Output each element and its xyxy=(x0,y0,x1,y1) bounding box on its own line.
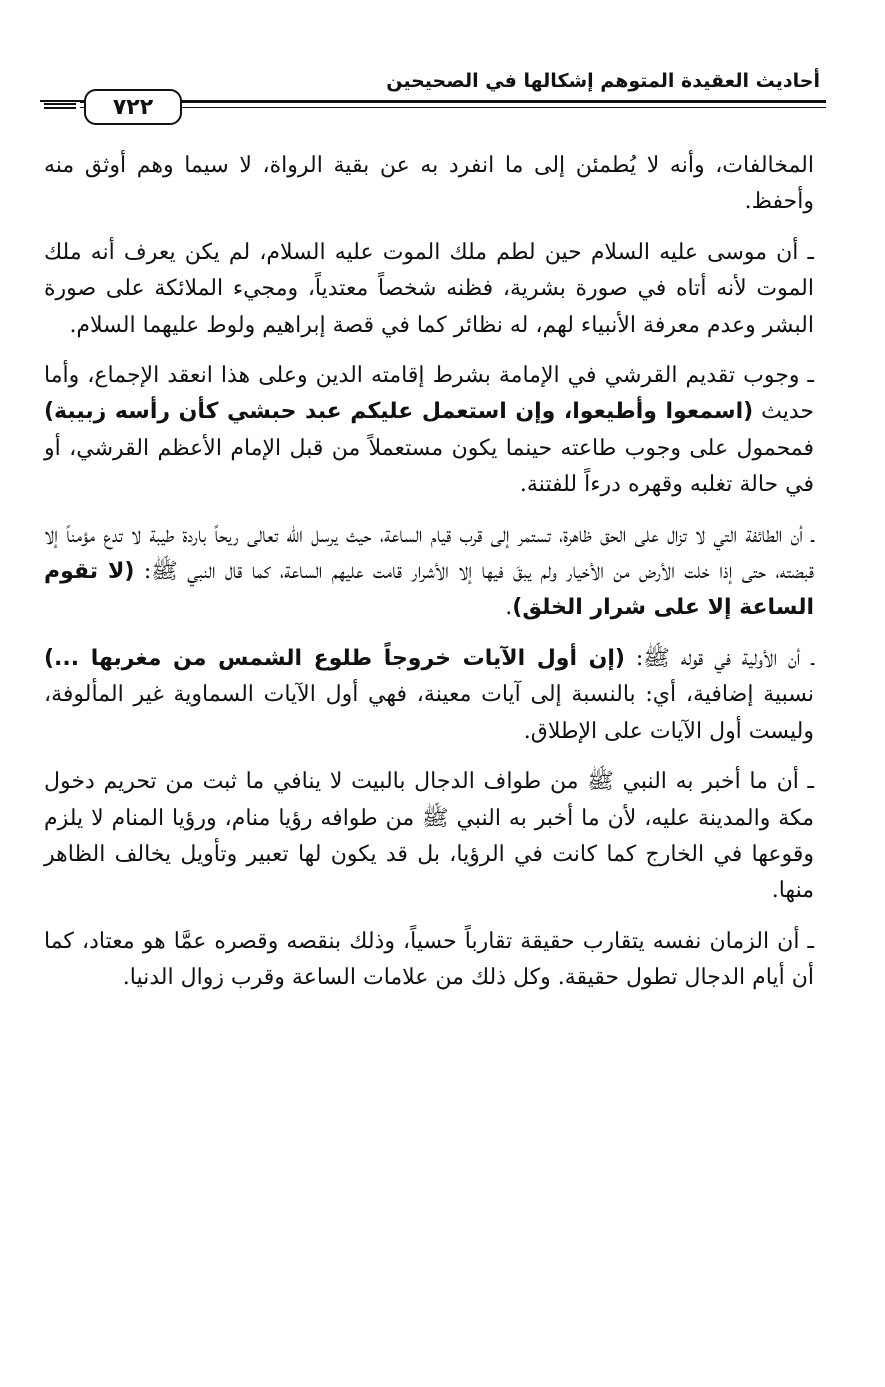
paragraph-7 xyxy=(44,924,814,997)
hadith-quote: (إن أول الآيات خروجاً طلوع الشمس من مغربها ...) xyxy=(44,645,625,671)
hadith-quote: (اسمعوا وأطيعوا، وإن استعمل عليكم عبد حبشي كأن رأسه زبيبة) xyxy=(44,399,754,425)
paragraph-2 xyxy=(44,235,814,344)
paragraph-3 xyxy=(44,358,814,504)
paragraph-6 xyxy=(44,764,814,910)
book-title: أحاديث العقيدة المتوهم إشكالها في الصحيحين xyxy=(386,70,820,92)
page-number: ٧٢٢ xyxy=(84,89,182,125)
paragraph-text: ـ أن الأولية في قوله ﷺ: xyxy=(624,645,815,671)
page-body xyxy=(44,148,814,997)
paragraph-4 xyxy=(44,518,814,627)
paragraph-text: . xyxy=(505,595,513,621)
paragraph-text: نسبية إضافية، أي: بالنسبة إلى آيات معينة، فهي أول الآيات السماوية غير المألوفة، وليست أول الآيات على الإطلاق. xyxy=(44,682,814,744)
paragraph-text: ـ أن الزمان نفسه يتقارب حقيقة تقارباً حسياً، وذلك بنقصه وقصره عمَّا هو معتاد، كما أن أيام الدجال تطول حقيقة. وكل ذلك من علامات الساعة وقرب زوال الدنيا. xyxy=(44,928,814,991)
running-header xyxy=(40,64,826,134)
paragraph-text: ـ أن ما أخبر به النبي ﷺ من طواف الدجال بالبيت لا ينافي ما ثبت من تحريم دخول مكة والمدينة عليه، لأن ما أخبر به النبي ﷺ من طوافه رؤيا منام، ورؤيا المنام لا يلزم وقوعها في الخارج كما كانت في الرؤيا، بل قد يكون لها تعبير وتأويل يخالف الظاهر منها. xyxy=(44,769,814,904)
page-number-dash xyxy=(40,102,80,110)
paragraph-text: ـ أن موسى عليه السلام حين لطم ملك الموت عليه السلام، لم يكن يعرف أنه ملك الموت لأنه أتاه في صورة بشرية، فظنه شخصاً معتدياً، ومجيء الملائكة على صورة البشر وعدم معرفة الأنبياء لهم، له نظائر كما في قصة إبراهيم ولوط عليهما السلام. xyxy=(44,239,814,338)
paragraph-1 xyxy=(44,148,814,221)
paragraph-text: ـ وجوب تقديم القرشي في الإمامة بشرط إقامته الدين وعلى هذا انعقد الإجماع، وأما حديث xyxy=(44,363,814,425)
paragraph-text: فمحمول على وجوب طاعته حينما يكون مستعملاً من قبل الإمام الأعظم القرشي، أو في حالة تغلبه وقهره درءاً للفتنة. xyxy=(44,435,814,498)
paragraph-text: ـ أن الطائفة التي لا تزال على الحق ظاهرة، تستمر إلى قرب قيام الساعة، حيث يرسل الله تعالى ريحاً باردة طيبة لا تدع مؤمناً إلا قبضته، حتى إذا خلت الأرض من الأخيار ولم يبقَ فيها إلا الأشرار قامت عليهم الساعة، كما قال النبي ﷺ: xyxy=(44,522,814,585)
paragraph-5 xyxy=(44,641,814,750)
paragraph-text: المخالفات، وأنه لا يُطمئن إلى ما انفرد به عن بقية الرواة، لا سيما وهم أوثق منه وأحفظ. xyxy=(44,153,814,215)
hadith-quote: (لا تقوم الساعة إلا على شرار الخلق) xyxy=(44,559,814,621)
